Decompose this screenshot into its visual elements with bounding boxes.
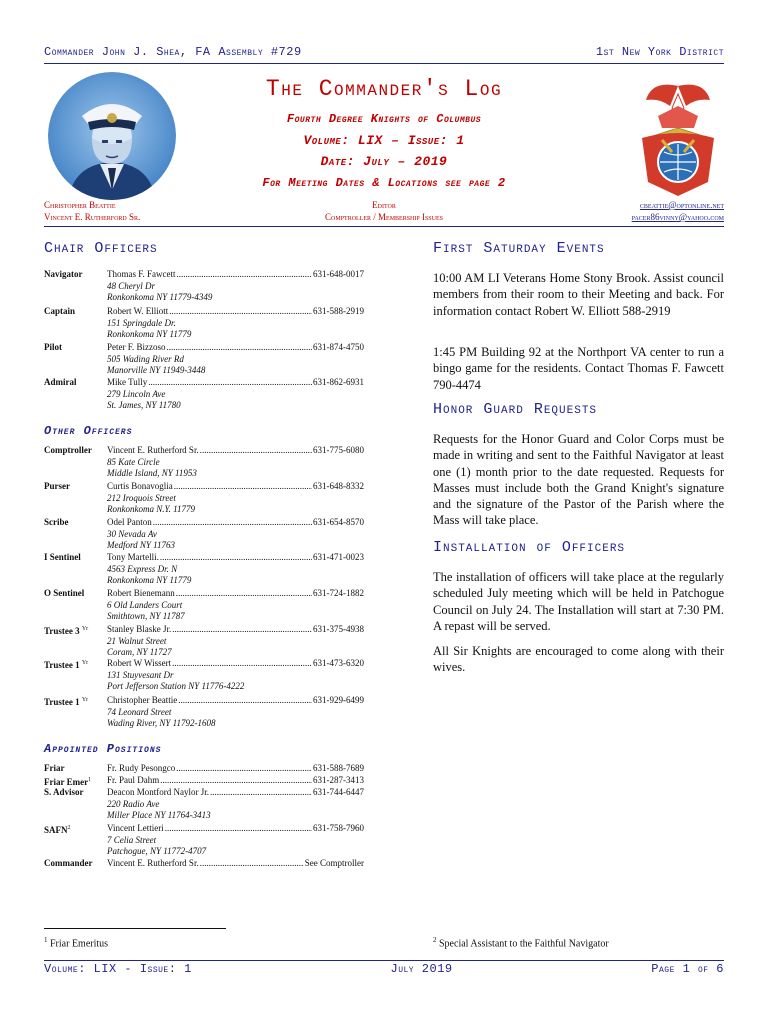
officer-role: Scribe <box>44 517 69 527</box>
officer-role <box>44 695 106 709</box>
officer-entry <box>44 445 364 480</box>
newsletter-subtitle: Fourth Degree Knights of Columbus <box>286 112 482 126</box>
officer-name: Robert Bienemann <box>107 588 175 598</box>
officer-entry <box>44 342 364 377</box>
officer-role: Navigator <box>44 269 83 279</box>
officer-city: St. James, NY 11780 <box>107 400 181 410</box>
installation-paragraph-1: The installation of officers will take place at the regularly scheduled July meeting which will be held in Patchogue Council on July 24. The Installation will start at 7:30 PM. A repast will be served. <box>433 570 724 633</box>
footnote-text: Special Assistant to the Faithful Navigator <box>439 938 609 950</box>
officer-city: Ronkonkoma NY 11779 <box>107 329 192 339</box>
officer-role: Comptroller <box>44 445 92 455</box>
year-superscript: Yr <box>81 697 89 703</box>
officer-phone: 631-724-1882 <box>313 588 364 598</box>
installation-heading: Installation of Officers <box>433 539 626 556</box>
officer-name: Vincent E. Rutherford Sr. <box>107 445 199 455</box>
comptroller-row <box>44 212 724 222</box>
officer-role-text: Friar Emer <box>44 777 89 787</box>
officer-name: Peter F. Bizzoso <box>107 342 166 352</box>
officer-entry <box>44 858 364 870</box>
officer-address: 85 Kate Circle <box>107 456 160 467</box>
honor-guard-heading: Honor Guard Requests <box>433 401 598 418</box>
officer-name: Thomas F. Fawcett <box>107 269 176 279</box>
officer-phone: 631-744-6447 <box>313 787 364 797</box>
officer-entry <box>44 269 364 304</box>
officer-entry <box>44 787 364 822</box>
comptroller-role: Comptroller / Membership Issues <box>325 212 443 222</box>
officer-entry <box>44 306 364 341</box>
officer-city: Manorville NY 11949-3448 <box>107 365 206 375</box>
officer-phone: 631-588-2919 <box>313 306 364 316</box>
first-saturday-paragraph-1: 10:00 AM LI Veterans Home Stony Brook. Assist council members from their room to their Meeting and back. For information contact Robert W. Elliott 588-2919 <box>433 271 724 318</box>
officer-role-text: SAFN <box>44 825 68 835</box>
masthead-rule <box>44 226 724 227</box>
running-header <box>44 45 724 59</box>
comptroller-name: Vincent E. Rutherford Sr. <box>44 212 141 222</box>
footnote-1 <box>44 936 108 949</box>
officer-address: 279 Lincoln Ave <box>107 388 166 399</box>
appointed-positions-heading: Appointed Positions <box>44 742 162 756</box>
meeting-note: For Meeting Dates & Locations see page 2 <box>262 176 506 190</box>
officer-entry <box>44 377 364 412</box>
officer-role: Pilot <box>44 342 62 352</box>
officer-entry <box>44 763 364 775</box>
officer-address: 6 Old Landers Court <box>107 599 183 610</box>
officer-entry <box>44 695 364 730</box>
footer-date: July 2019 <box>390 962 453 976</box>
officer-city: Ronkonkoma N.Y. 11779 <box>107 504 196 514</box>
comptroller-email-link[interactable]: pacer86vinny@yahoo.com <box>631 212 724 222</box>
officer-entry <box>44 658 364 693</box>
officer-phone: 631-648-0017 <box>313 269 364 279</box>
editor-row <box>44 200 724 210</box>
officer-phone: 631-775-6080 <box>313 445 364 455</box>
officer-entry <box>44 552 364 587</box>
officer-name: Mike Tully <box>107 377 148 387</box>
footnote-number: 1 <box>44 936 48 944</box>
editor-name: Christopher Beattie <box>44 200 116 210</box>
officer-role: Commander <box>44 858 93 868</box>
officer-name: Christopher Beattie <box>107 695 178 705</box>
officer-role <box>44 624 106 638</box>
officer-phone: 631-862-6931 <box>313 377 364 387</box>
honor-guard-paragraph: Requests for the Honor Guard and Color Corps must be made in writing and sent to the Faithful Navigator at least one (1) month prior to the date requested. Requests for Masses must include both the Grand Knight's signature and the signature of the Pastor of the Parish where the Mass will take place. <box>433 432 724 528</box>
footer-volume: Volume: LIX - Issue: 1 <box>44 962 192 976</box>
officer-address: 21 Walnut Street <box>107 635 167 646</box>
officer-role-text: Trustee 3 <box>44 626 80 636</box>
officer-role: O Sentinel <box>44 588 85 598</box>
installation-paragraph-2: All Sir Knights are encouraged to come along with their wives. <box>433 644 724 675</box>
officer-address: 30 Nevada Av <box>107 528 157 539</box>
officer-address: 220 Radio Ave <box>107 798 160 809</box>
header-right: 1st New York District <box>595 45 724 59</box>
officer-address: 505 Wading River Rd <box>107 353 184 364</box>
officer-role: Purser <box>44 481 70 491</box>
officer-city: Smithtown, NY 11787 <box>107 611 185 621</box>
officer-phone: 631-287-3413 <box>313 775 364 785</box>
year-superscript: Yr <box>81 626 89 632</box>
officer-city: Patchogue, NY 11772-4707 <box>107 846 207 856</box>
officer-name: Curtis Bonavoglia <box>107 481 173 491</box>
officer-address: 74 Leonard Street <box>107 706 172 717</box>
officer-phone: 631-929-6499 <box>313 695 364 705</box>
officer-name: Robert W. Elliott <box>107 306 169 316</box>
footnote-2 <box>433 936 609 949</box>
officer-city: Ronkonkoma NY 11779 <box>107 575 192 585</box>
officer-city: Miller Place NY 11764-3413 <box>107 810 211 820</box>
first-saturday-heading: First Saturday Events <box>433 240 605 257</box>
officer-entry <box>44 588 364 623</box>
officer-entry <box>44 624 364 659</box>
officer-phone: 631-874-4750 <box>313 342 364 352</box>
footnote-rule <box>44 928 226 929</box>
editor-role: Editor <box>372 200 396 210</box>
officer-phone: 631-375-4938 <box>313 624 364 634</box>
footer-rule <box>44 960 724 961</box>
officer-phone: 631-758-7960 <box>313 823 364 833</box>
officer-role: Admiral <box>44 377 77 387</box>
officer-name: Vincent E. Rutherford Sr. <box>107 858 199 868</box>
footer-page-number: Page 1 of 6 <box>651 962 724 976</box>
header-rule <box>44 63 724 64</box>
running-footer <box>44 962 724 976</box>
newsletter-title: The Commander's Log <box>265 76 503 102</box>
other-officers-heading: Other Officers <box>44 424 133 438</box>
officer-city: Port Jefferson Station NY 11776-4222 <box>107 681 245 691</box>
officer-name: Stanley Blaske Jr. <box>107 624 172 634</box>
chair-officers-heading: Chair Officers <box>44 240 158 257</box>
officer-role <box>44 823 106 837</box>
year-superscript: Yr <box>81 660 89 666</box>
officer-address: 212 Iroquois Street <box>107 492 176 503</box>
officer-name: Odel Panton <box>107 517 152 527</box>
officer-entry <box>44 517 364 552</box>
volume-issue: Volume: LIX – Issue: 1 <box>303 133 465 148</box>
officer-phone: 631-654-8570 <box>313 517 364 527</box>
officer-role-text: Trustee 1 <box>44 660 80 670</box>
header-left: Commander John J. Shea, FA Assembly #729 <box>44 45 302 59</box>
officer-address: 4563 Express Dr. N <box>107 563 178 574</box>
officer-name: Deacon Montford Naylor Jr. <box>107 787 209 797</box>
officer-role: Friar <box>44 763 65 773</box>
officer-address: 48 Cheryl Dr <box>107 280 155 291</box>
footnote-marker: 1 <box>88 777 92 783</box>
footnote-number: 2 <box>433 936 437 944</box>
officer-role <box>44 658 106 672</box>
officer-name: Tony Martelli. <box>107 552 159 562</box>
officer-phone: 631-473-6320 <box>313 658 364 668</box>
footnote-text: Friar Emeritus <box>50 938 109 950</box>
officer-phone: 631-471-0023 <box>313 552 364 562</box>
first-saturday-paragraph-2: 1:45 PM Building 92 at the Northport VA center to run a bingo game for the residents. Contact Thomas F. Fawcett 790-4474 <box>433 345 724 392</box>
officer-phone: See Comptroller <box>304 858 364 868</box>
issue-date: Date: July – 2019 <box>320 154 448 169</box>
officer-city: Middle Island, NY 11953 <box>107 468 197 478</box>
officer-city: Wading River, NY 11792-1608 <box>107 718 216 728</box>
officer-address: 131 Stuyvesant Dr <box>107 669 174 680</box>
officer-name: Fr. Rudy Pesongco <box>107 763 176 773</box>
officer-role: Captain <box>44 306 76 316</box>
officer-entry <box>44 481 364 516</box>
officer-name: Fr. Paul Dahm <box>107 775 160 785</box>
officer-name: Vincent Lettieri <box>107 823 164 833</box>
officer-phone: 631-588-7689 <box>313 763 364 773</box>
officer-role-text: Trustee 1 <box>44 697 80 707</box>
officer-address: 151 Springdale Dr. <box>107 317 176 328</box>
officer-entry <box>44 775 364 787</box>
officer-city: Medford NY 11763 <box>107 540 176 550</box>
officer-role: I Sentinel <box>44 552 81 562</box>
officer-address: 7 Celia Street <box>107 834 157 845</box>
officer-city: Coram, NY 11727 <box>107 647 172 657</box>
editor-email-link[interactable]: cbeattie@optonline.net <box>639 200 724 210</box>
officer-name: Robert W Wissert <box>107 658 172 668</box>
officer-phone: 631-648-8332 <box>313 481 364 491</box>
officer-role: S. Advisor <box>44 787 84 797</box>
officer-city: Ronkonkoma NY 11779-4349 <box>107 292 213 302</box>
footnote-marker: 2 <box>67 825 71 831</box>
officer-entry <box>44 823 364 858</box>
